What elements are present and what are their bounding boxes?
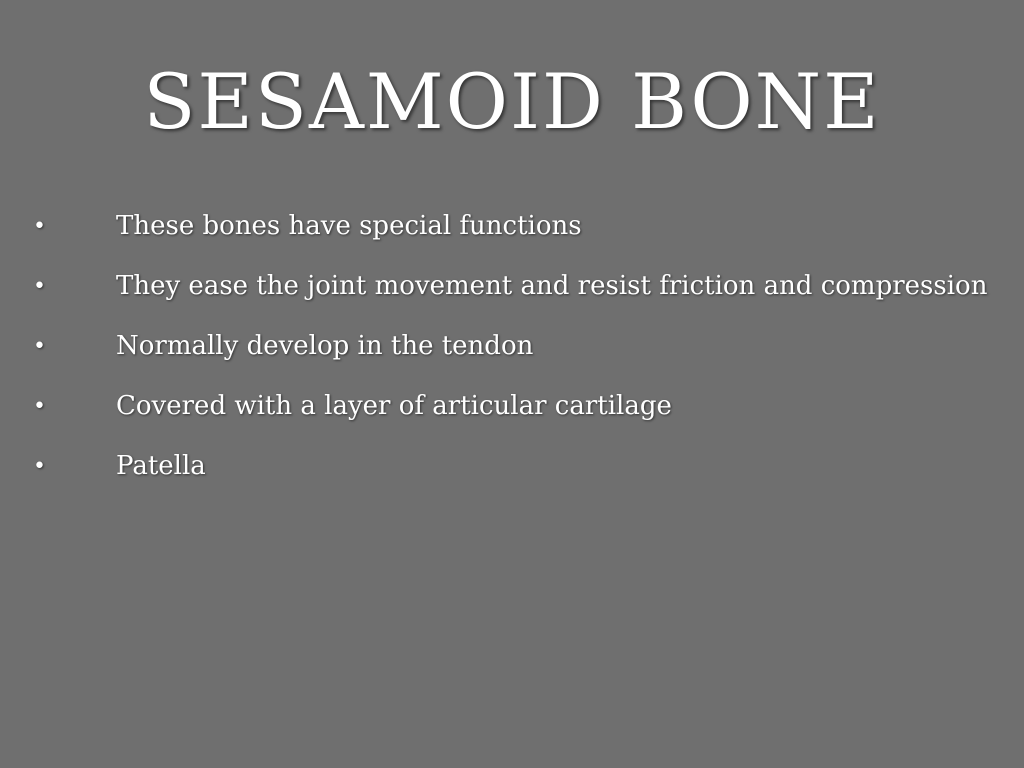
bullet-text: Normally develop in the tendon <box>116 331 534 361</box>
bullet-text: Covered with a layer of articular cartilage <box>116 391 672 421</box>
bullet-icon: • <box>33 393 46 419</box>
bullet-icon: • <box>33 333 46 359</box>
bullet-icon: • <box>33 273 46 299</box>
bullet-text: Patella <box>116 451 206 481</box>
list-item <box>30 196 1010 256</box>
bullet-text: These bones have special functions <box>116 211 582 241</box>
list-item <box>30 436 1010 496</box>
list-item <box>30 256 1010 316</box>
bullet-icon: • <box>33 213 46 239</box>
bullet-list <box>30 196 1010 496</box>
bullet-text: They ease the joint movement and resist friction and compression <box>116 271 988 301</box>
slide-title: SESAMOID BONE <box>143 57 881 146</box>
list-item <box>30 316 1010 376</box>
list-item <box>30 376 1010 436</box>
bullet-icon: • <box>33 453 46 479</box>
